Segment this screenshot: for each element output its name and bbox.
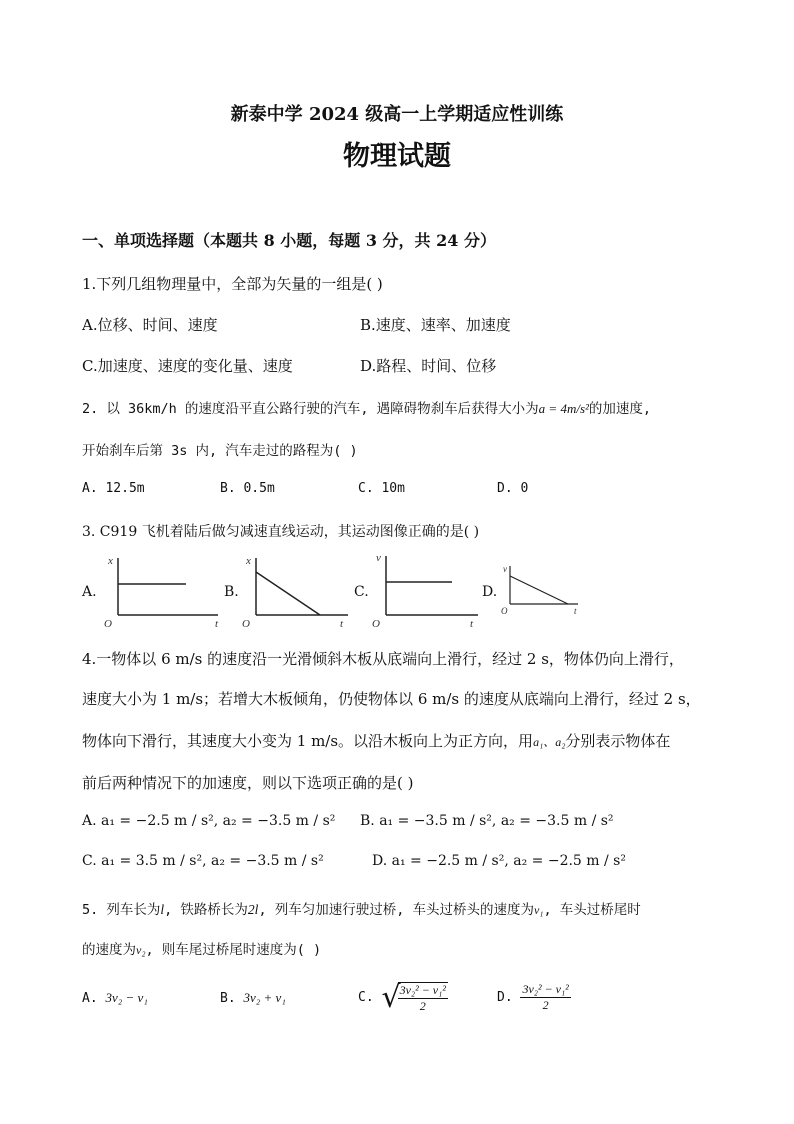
- q3-graph-d-origin: O: [501, 606, 508, 616]
- q2-option-d: D. 0: [497, 481, 529, 496]
- q1-stem: 1.下列几组物理量中，全部为矢量的一组是( ): [82, 275, 383, 293]
- q2-stem-line1: [82, 397, 651, 417]
- q4-line3-part1: 物体向下滑行，其速度大小变为 1 m/s。以沿木板向上为正方向，用: [82, 732, 534, 750]
- q3-graph-c: [366, 548, 486, 630]
- q4-option-c: C. a₁ = 3.5 m / s², a₂ = −3.5 m / s²: [82, 853, 324, 869]
- q5-symbol-2l: 2l: [247, 902, 259, 917]
- q4-line3-part2: 分别表示物体在: [565, 732, 671, 750]
- q3-graph-b-y-label: x: [246, 555, 251, 567]
- q3-graph-a-y-label: x: [108, 555, 113, 567]
- q2-option-c: C. 10m: [358, 481, 405, 496]
- q3-label-a: A.: [82, 584, 97, 600]
- q3-label-d: D.: [482, 584, 498, 600]
- q3-graph-a-x-label: t: [215, 618, 219, 630]
- q5-option-a: [82, 990, 148, 1006]
- q3-graph-b-x-label: t: [340, 618, 344, 630]
- q3-graph-d-x-label: t: [574, 606, 577, 616]
- q5-option-c-label: C.: [358, 990, 374, 1005]
- q5-option-a-label: A.: [82, 991, 98, 1006]
- q4-option-a: A. a₁ = −2.5 m / s², a₂ = −3.5 m / s²: [82, 813, 336, 829]
- q1-option-d: D.路程、时间、位移: [360, 357, 497, 375]
- q1-option-b: B.速度、速率、加速度: [360, 316, 511, 334]
- q3-graph-a-origin: O: [104, 618, 112, 630]
- q5-stem-line1: [82, 898, 641, 918]
- q3-label-b: B.: [224, 584, 239, 600]
- q5-option-c-denominator: 2: [419, 998, 426, 1013]
- q5-line2-part2: , 则车尾过桥尾时速度为( ): [145, 942, 322, 958]
- q2-acceleration-formula: a = 4m/s²: [538, 401, 589, 416]
- q3-graph-d: [498, 562, 588, 620]
- section-heading: 一、单项选择题（本题共 8 小题，每题 3 分，共 24 分）: [82, 231, 496, 250]
- q5-line1-part4: , 车头过桥尾时: [543, 902, 641, 918]
- q5-option-d-frac: [520, 982, 570, 1013]
- q3-label-c: C.: [354, 584, 369, 600]
- subject-title: 物理试题: [343, 141, 451, 172]
- q3-graph-c-y-label: v: [376, 552, 381, 564]
- sqrt-icon: √: [381, 980, 401, 1015]
- q5-option-d-label: D.: [497, 990, 513, 1005]
- q3-graph-a: [98, 550, 228, 630]
- q5-option-b-expr: 3v₂ + v₁: [243, 990, 286, 1005]
- q4-stem-line2: 速度大小为 1 m/s；若增大木板倾角，仍使物体以 6 m/s 的速度从底端向上滑行，经过 2 s，: [82, 690, 701, 708]
- q5-symbol-v2: v₂: [136, 943, 146, 957]
- q3-graph-b: [236, 550, 356, 630]
- q4-stem-line1: 4.一物体以 6 m/s 的速度沿一光滑倾斜木板从底端向上滑行，经过 2 s，物体仍向上滑行，: [82, 650, 684, 668]
- q5-option-c: [358, 980, 448, 1015]
- q5-option-d-denominator: 2: [542, 998, 549, 1012]
- q4-option-b: B. a₁ = −3.5 m / s², a₂ = −3.5 m / s²: [360, 813, 614, 829]
- q5-option-b-label: B.: [220, 991, 236, 1006]
- q3-graph-b-origin: O: [242, 618, 250, 630]
- q5-line1-part3: , 列车匀加速行驶过桥, 车头过桥头的速度为: [258, 902, 534, 918]
- q1-option-a: A.位移、时间、速度: [82, 316, 218, 334]
- q5-option-c-numerator: 3v₂² − v₁²: [399, 982, 446, 997]
- q4-stem-line4: 前后两种情况下的加速度，则以下选项正确的是( ): [82, 774, 414, 792]
- q5-option-b: [220, 990, 286, 1006]
- school-title: 新泰中学 2024 级高一上学期适应性训练: [230, 104, 564, 125]
- q5-line1-part1: 5. 列车长为: [82, 902, 161, 918]
- q3-stem: 3. C919 飞机着陆后做匀减速直线运动，其运动图像正确的是( ): [82, 524, 480, 540]
- q3-graph-c-x-label: t: [470, 618, 474, 630]
- q5-option-c-frac: [398, 982, 448, 1014]
- q5-option-a-expr: 3v₂ − v₁: [105, 990, 148, 1005]
- q2-option-a: A. 12.5m: [82, 481, 145, 496]
- q4-stem-line3: [82, 730, 670, 751]
- q2-stem-part2: 的加速度,: [588, 401, 652, 417]
- q5-stem-line2: [82, 938, 321, 958]
- q2-stem-line2: 开始刹车后第 3s 内, 汽车走过的路程为( ): [82, 443, 358, 459]
- q5-line2-part1: 的速度为: [82, 942, 136, 958]
- q4-line3-symbols: a₁、a₂: [533, 735, 566, 749]
- q5-symbol-v1: v₁: [533, 903, 544, 917]
- q1-option-c: C.加速度、速度的变化量、速度: [82, 357, 293, 375]
- q5-option-d-numerator: 3v₂² − v₁²: [522, 982, 569, 996]
- q3-graph-c-origin: O: [372, 618, 380, 630]
- q5-option-d: [497, 982, 571, 1013]
- q4-option-d: D. a₁ = −2.5 m / s², a₂ = −2.5 m / s²: [372, 853, 626, 869]
- q3-graph-d-y-label: v: [503, 564, 507, 574]
- q5-symbol-l: l: [160, 902, 165, 917]
- q2-stem-part1: 2. 以 36km/h 的速度沿平直公路行驶的汽车, 遇障碍物刹车后获得大小为: [82, 401, 539, 417]
- q2-option-b: B. 0.5m: [220, 481, 275, 496]
- q5-line1-part2: , 铁路桥长为: [164, 902, 248, 918]
